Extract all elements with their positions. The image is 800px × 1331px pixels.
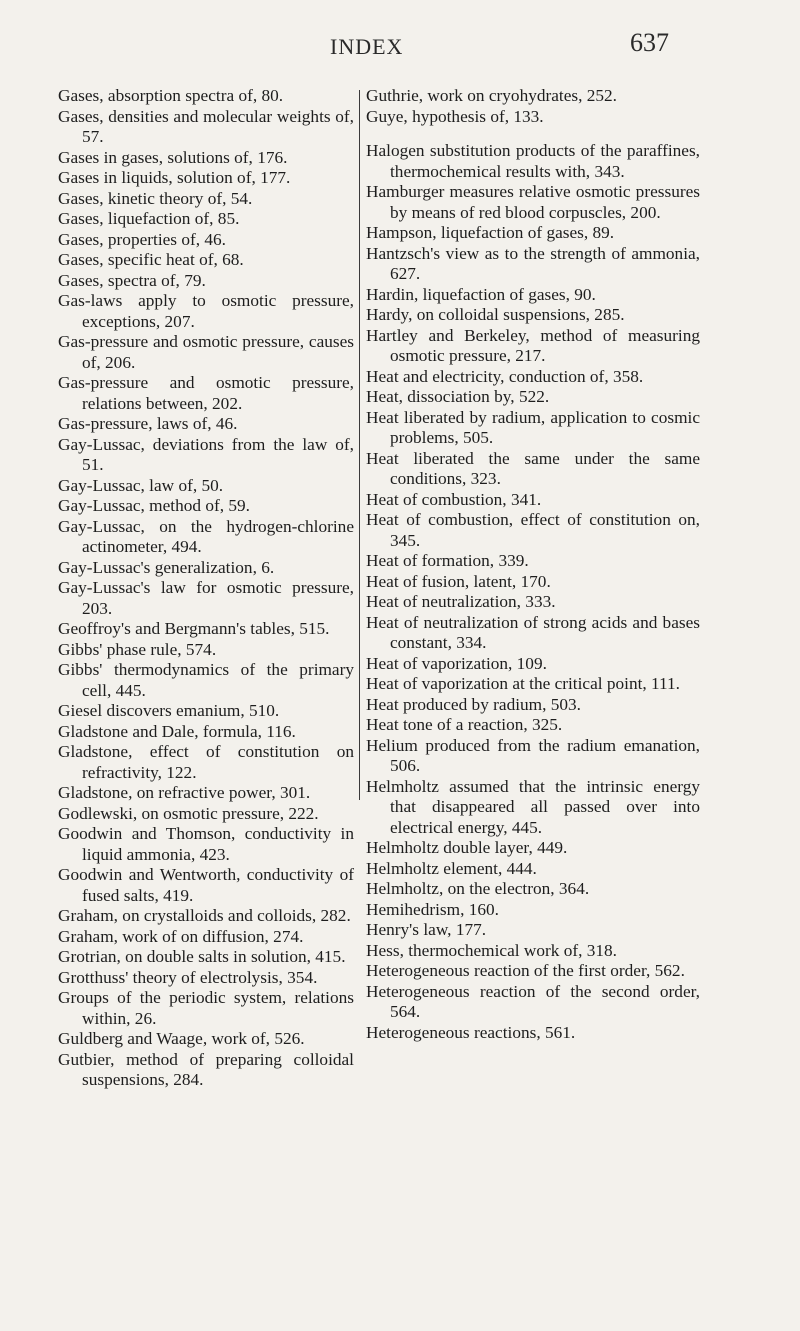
index-entry: Gases, kinetic theory of, 54. [58, 188, 253, 208]
index-entry: Hemihedrism, 160. [366, 899, 499, 919]
index-entry: Hess, thermochemical work of, 318. [366, 940, 617, 960]
index-entry: Grotthuss' theory of electrolysis, 354. [58, 967, 318, 987]
index-entry: Hamburger measures relative osmotic pressures by means of red blood corpuscles, 200. [366, 182, 700, 222]
index-entry: Graham, on crystalloids and colloids, 282. [58, 906, 351, 925]
index-column-right [366, 86, 700, 1043]
index-entry: Heat liberated the same under the same conditions, 323. [366, 448, 700, 488]
index-entry: Heat of vaporization at the critical point, 111. [366, 674, 680, 693]
index-entry: Gladstone, effect of constitution on refractivity, 122. [58, 742, 354, 782]
index-entry: Heat of fusion, latent, 170. [366, 571, 551, 591]
index-entry: Heat of vaporization, 109. [366, 653, 547, 673]
index-entry: Gay-Lussac, deviations from the law of, 51. [58, 434, 354, 474]
index-entry: Hartley and Berkeley, method of measuring osmotic pressure, 217. [366, 325, 700, 365]
index-column-left [58, 86, 354, 1091]
index-entry: Helmholtz element, 444. [366, 858, 537, 878]
index-entry: Guthrie, work on cryohydrates, 252. [366, 86, 618, 105]
index-entry: Hantzsch's view as to the strength of ammonia, 627. [366, 243, 700, 283]
index-entry: Gutbier, method of preparing colloidal suspensions, 284. [58, 1049, 354, 1089]
index-entry: Heat and electricity, conduction of, 358. [366, 366, 644, 386]
index-entry: Goodwin and Wentworth, conductivity of fused salts, 419. [58, 865, 354, 905]
index-entry: Gases, liquefaction of, 85. [58, 209, 240, 228]
index-entry: Heterogeneous reactions, 561. [366, 1022, 576, 1042]
index-entry: Giesel discovers emanium, 510. [58, 701, 280, 720]
index-entry: Heat produced by radium, 503. [366, 694, 581, 714]
index-entry: Gladstone and Dale, formula, 116. [58, 721, 296, 741]
index-entry: Gas-pressure and osmotic pressure, causes of, 206. [58, 332, 354, 372]
index-entry: Heat of formation, 339. [366, 551, 529, 570]
page-header [0, 26, 800, 60]
index-entry: Helmholtz assumed that the intrinsic energy that disappeared all passed over into electrical energy, 445. [366, 776, 700, 837]
index-entry: Gases in gases, solutions of, 176. [58, 147, 288, 167]
index-entry: Henry's law, 177. [366, 920, 487, 939]
index-entry: Gas-pressure, laws of, 46. [58, 414, 238, 433]
index-entry: Gas-pressure and osmotic pressure, relations between, 202. [58, 373, 354, 413]
index-entry: Hardy, on colloidal suspensions, 285. [366, 305, 625, 324]
index-entry: Hardin, liquefaction of gases, 90. [366, 284, 596, 304]
index-entry: Helium produced from the radium emanation, 506. [366, 735, 700, 775]
index-entry: Goodwin and Thomson, conductivity in liquid ammonia, 423. [58, 824, 354, 864]
index-entry: Heat, dissociation by, 522. [366, 387, 550, 406]
index-entry: Gay-Lussac, on the hydrogen-chlorine actinometer, 494. [58, 516, 354, 556]
index-entry: Heat of neutralization, 333. [366, 592, 556, 611]
index-entry: Gladstone, on refractive power, 301. [58, 783, 311, 802]
index-entry: Heat tone of a reaction, 325. [366, 715, 563, 734]
index-entry: Gas-laws apply to osmotic pressure, exceptions, 207. [58, 291, 354, 331]
index-entry: Grotrian, on double salts in solution, 415. [58, 947, 346, 966]
index-entry: Gay-Lussac, law of, 50. [58, 475, 224, 495]
index-entry: Gibbs' thermodynamics of the primary cell, 445. [58, 660, 354, 700]
index-entry: Guldberg and Waage, work of, 526. [58, 1029, 305, 1048]
index-entry: Gay-Lussac's law for osmotic pressure, 203. [58, 578, 354, 618]
index-entry: Groups of the periodic system, relations within, 26. [58, 988, 354, 1028]
index-entry: Gay-Lussac, method of, 59. [58, 496, 250, 515]
page-number: 637 [630, 28, 669, 57]
index-entry: Gases in liquids, solution of, 177. [58, 168, 291, 187]
index-entry: Gases, absorption spectra of, 80. [58, 86, 284, 105]
index-entry: Heat liberated by radium, application to cosmic problems, 505. [366, 407, 700, 447]
index-entry: Helmholtz double layer, 449. [366, 838, 568, 857]
index-entry: Hampson, liquefaction of gases, 89. [366, 223, 615, 242]
index-entry: Heat of neutralization of strong acids and bases constant, 334. [366, 612, 700, 652]
index-entry: Guye, hypothesis of, 133. [366, 106, 544, 126]
index-entry: Gay-Lussac's generalization, 6. [58, 557, 275, 577]
index-entry: Heterogeneous reaction of the second order, 564. [366, 981, 700, 1021]
index-entry: Geoffroy's and Bergmann's tables, 515. [58, 619, 330, 638]
index-entry: Gases, densities and molecular weights of, 57. [58, 106, 354, 146]
index-entry: Helmholtz, on the electron, 364. [366, 879, 590, 898]
index-entry: Heat of combustion, effect of constitution on, 345. [366, 510, 700, 550]
index-entry: Gibbs' phase rule, 574. [58, 639, 217, 659]
index-entry: Godlewski, on osmotic pressure, 222. [58, 803, 319, 823]
index-entry: Heterogeneous reaction of the first order, 562. [366, 961, 685, 980]
running-title: INDEX [330, 34, 404, 59]
column-divider [359, 90, 360, 800]
index-entry: Graham, work of on diffusion, 274. [58, 926, 304, 946]
index-entry: Gases, properties of, 46. [58, 229, 226, 249]
index-entry: Halogen substitution products of the paraffines, thermochemical results with, 343. [366, 141, 700, 181]
letter-section-gap [366, 127, 700, 141]
index-entry: Gases, specific heat of, 68. [58, 250, 244, 269]
index-entry: Heat of combustion, 341. [366, 489, 542, 509]
index-entry: Gases, spectra of, 79. [58, 270, 206, 290]
